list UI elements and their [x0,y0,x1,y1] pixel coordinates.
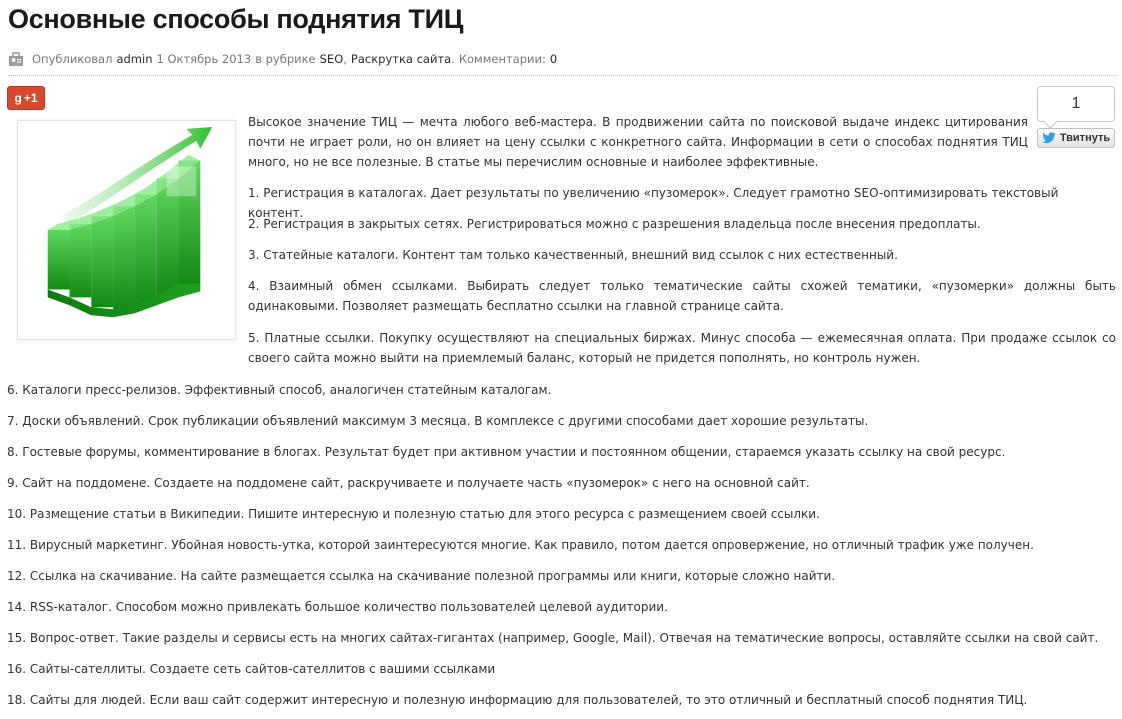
list-item: 18. Сайты для людей. Если ваш сайт содержит интересную и полезную информацию для пользователей, то это отличный и бесплатный способ поднятия ТИЦ. [7,693,1028,707]
list-item: 10. Размещение статьи в Википедии. Пишите интересную и полезную статью для этого ресурса с размещением своей ссылки. [7,507,820,521]
tweet-label: Твитнуть [1059,132,1111,144]
page-title: Основные способы поднятия ТИЦ [8,4,464,34]
article-image-growth-chart [17,120,236,340]
list-item: 11. Вирусный маркетинг. Убойная новость-утка, которой заинтересуются многие. Как правило, потом дается опровержение, но отличный трафик уже получен. [7,538,1034,552]
list-item: 15. Вопрос-ответ. Такие разделы и сервисы есть на многих сайтах-гигантах (например, Google, Mail). Отвечая на тематические вопросы, оставляйте ссылки на свой сайт. [7,631,1099,645]
gplus-icon: g [14,91,22,105]
twitter-bird-icon [1042,132,1056,144]
list-item: 16. Сайты-сателлиты. Создаете сеть сайтов-сателлитов с вашими ссылками [7,662,496,676]
list-item: 12. Ссылка на скачивание. На сайте размещается ссылка на скачивание полезной программы или книги, которые сложно найти. [7,569,836,583]
list-item: 5. Платные ссылки. Покупку осуществляют на специальных биржах. Минус способа — ежемесячная оплата. При продаже ссылок со своего сайта можно выйти на приемлемый баланс, который не придется пополнять, но контроль нужен. [248,331,1116,365]
list-item: 3. Статейные каталоги. Контент там только качественный, внешний вид ссылок с них естественный. [248,248,898,262]
list-item: 4. Взаимный обмен ссылками. Выбирать следует только тематические сайты схожей тематики, «пузомерки» должны быть одинаковыми. Позволяет размещать бесплатно ссылки на главной странице сайта. [248,279,1116,313]
comments-label: Комментарии: [458,52,546,66]
meta-divider [8,75,1116,76]
category-link-seo[interactable]: SEO [319,52,344,66]
published-by-label: Опубликовал [32,52,113,66]
meta-dot: . [451,52,455,66]
list-item: 8. Гостевые форумы, комментирование в блогах. Результат будет при активном участии и постоянном общении, стараемся указать ссылку на свой ресурс. [7,445,1006,459]
category-link-promotion[interactable]: Раскрутка сайта [350,52,452,66]
intro-paragraph: Высокое значение ТИЦ — мечта любого веб-мастера. В продвижении сайта по поисковой выдаче индекс цитирования почти не играет роли, но он влияет на цену ссылки с конкретного сайта. Информации в сети о способах поднятия ТИЦ много, но не все полезные. В статье мы перечислим основные и наиболее эффективные. [248,115,1028,169]
list-item: 14. RSS-каталог. Способом можно привлекать большое количество пользователей целевой аудитории. [7,600,668,614]
gplus-button[interactable] [7,86,45,110]
category-separator: , [343,52,347,66]
list-item: 6. Каталоги пресс-релизов. Эффективный способ, аналогичен статейным каталогам. [7,383,552,397]
list-item: 1. Регистрация в каталогах. Дает результаты по увеличению «пузомерок». Следует грамотно SEO-оптимизировать текстовый контент. [248,186,1059,220]
post-date: 1 Октябрь 2013 [156,52,252,66]
list-item: 9. Сайт на поддомене. Создаете на поддомене сайт, раскручиваете и получаете часть «пузомерок» с него на основной сайт. [7,476,810,490]
gplus-label: +1 [23,91,38,105]
author-icon [8,51,24,67]
author-link[interactable]: admin [116,52,153,66]
list-item: 7. Доски объявлений. Срок публикации объявлений максимум 3 месяца. В комплексе с другими способами дает хорошие результаты. [7,414,869,428]
list-item: 2. Регистрация в закрытых сетях. Регистрироваться можно с разрешения владельца после внесения предоплаты. [248,217,981,231]
post-meta [8,49,1116,69]
growth-chart-illustration [18,121,235,339]
tweet-button[interactable] [1037,128,1115,148]
tweet-count: 1 [1037,86,1115,122]
category-label: в рубрике [255,52,316,66]
comments-count-link[interactable]: 0 [549,52,558,66]
